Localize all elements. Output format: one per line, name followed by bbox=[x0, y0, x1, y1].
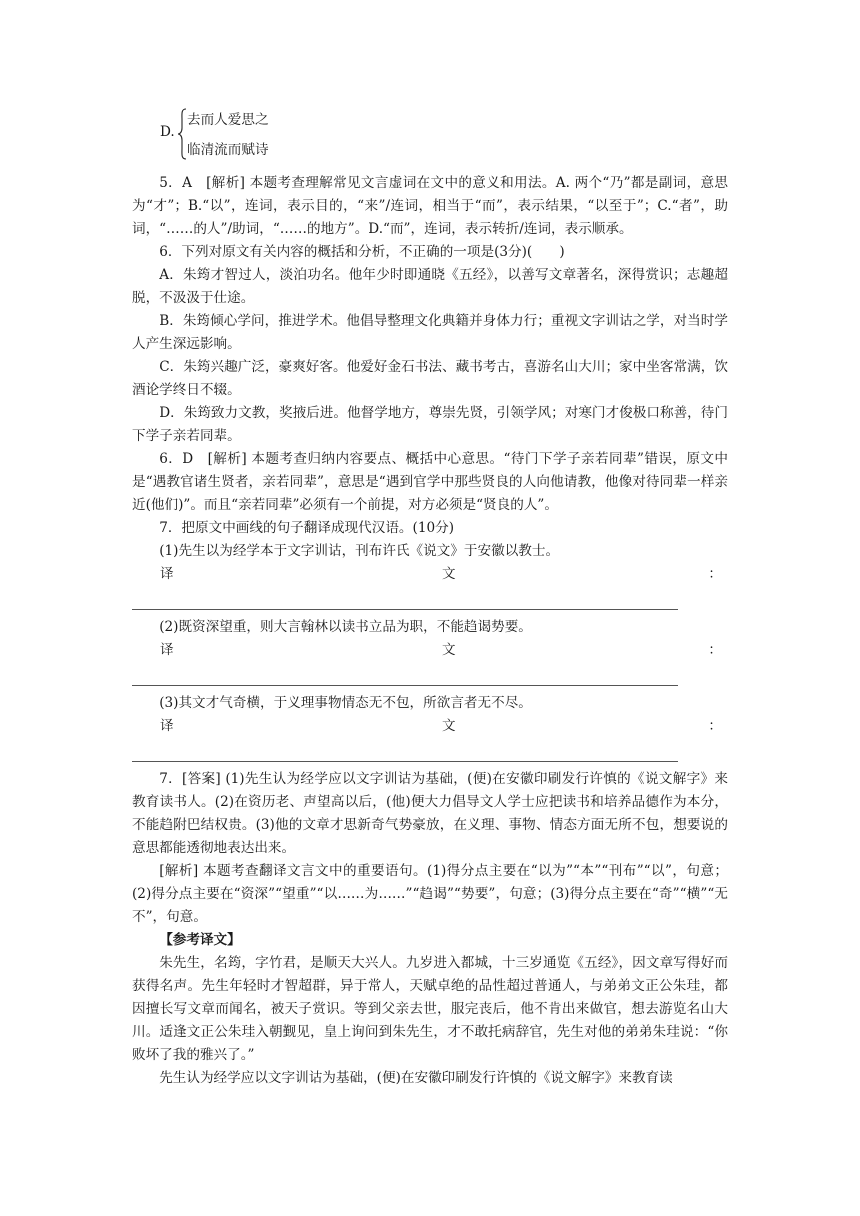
question-6-option-b: B．朱筠倾心学问，推进学术。他倡导整理文化典籍并身体力行；重视文字训诂之学，对当时学人产生深远影响。 bbox=[132, 313, 728, 352]
answer-line-3[interactable] bbox=[132, 738, 678, 762]
option-d-line2: 临清流而赋诗 bbox=[187, 142, 269, 158]
question-7-item-1: (1)先生以为经学本于文字训诂，刊布许氏《说文》于安徽以教士。 bbox=[159, 543, 560, 559]
answer-7 bbox=[132, 768, 728, 860]
answer-6-body: 本题考查归纳内容要点、概括中心意思。“待门下学子亲若同辈”错误，原文中是“遇教官诸生贤者，亲若同辈”，意思是“遇到官学中那些贤良的人向他请教，他像对待同辈一样亲近(他们)”。而且“亲若同辈”必须有一个前提，对方必须是“贤良的人”。 bbox=[132, 451, 729, 513]
question-7-stem: 7．把原文中画线的句子翻译成现代汉语。(10分) bbox=[159, 520, 455, 536]
answer-5-body: 本题考查理解常见文言虚词在文中的意义和用法。A. 两个“乃”都是副词，意思为“才”；B.“以”，连词，表示目的，“来”/连词，相当于“而”，表示结果，“以至于”；C.“者”，助词，“……的人”/助词，“……的地方”。D.“而”，连词，表示转折/连词，表示顺承。 bbox=[132, 175, 729, 237]
translation-prompt-1 bbox=[132, 563, 728, 586]
trans-label-yi: 译 bbox=[160, 718, 174, 734]
answer-5-head: 5．A [解析] bbox=[159, 175, 245, 191]
trans-label-colon: ： bbox=[708, 642, 722, 658]
question-6-option-c: C．朱筠兴趣广泛，豪爽好客。他爱好金石书法、藏书考古，喜游名山大川；家中坐客常满，饮酒论学终日不辍。 bbox=[132, 359, 728, 398]
reference-title: 【参考译文】 bbox=[159, 932, 241, 948]
question-6-option-d: D．朱筠致力文教，奖掖后进。他督学地方，尊崇先贤，引领学风；对寒门才俊极口称善，待门下学子亲若同辈。 bbox=[132, 405, 728, 444]
document-page bbox=[132, 106, 728, 1090]
trans-label-wen: 文 bbox=[442, 718, 456, 734]
answer-6 bbox=[132, 448, 728, 517]
translation-prompt-2 bbox=[132, 639, 728, 662]
question-7-item-3: (3)其文才气奇横，于义理事物情态无不包，所欲言者无不尽。 bbox=[159, 695, 532, 711]
answer-line-2[interactable] bbox=[132, 662, 678, 686]
answer-6-head: 6．D [解析] bbox=[159, 451, 247, 467]
answer-7-analysis-body: 本题考查翻译文言文中的重要语句。(1)得分点主要在“以为”“本”“刊布”“以”，句意；(2)得分点主要在“资深”“望重”“以……为……”“趋谒”“势要”，句意；(3)得分点主要在“奇”“横”“无不”，句意。 bbox=[132, 863, 728, 925]
option-d-label: D. bbox=[160, 124, 175, 140]
trans-label-colon: ： bbox=[708, 566, 722, 582]
answer-7-body: (1)先生认为经学应以文字训诂为基础，(便)在安徽印刷发行许慎的《说文解字》来教育读书人。(2)在资历老、声望高以后，(他)便大力倡导文人学士应把读书和培养品德作为本分，不能趋附巴结权贵。(3)他的文章才思新奇气势豪放，在义理、事物、情态方面无所不包，想要说的意思都能透彻地表达出来。 bbox=[132, 771, 728, 856]
answer-7-head: 7．[答案] bbox=[159, 771, 221, 787]
trans-label-wen: 文 bbox=[442, 642, 456, 658]
trans-label-yi: 译 bbox=[160, 566, 174, 582]
reference-para-2: 先生认为经学应以文字训诂为基础，(便)在安徽印刷发行许慎的《说文解字》来教育读 bbox=[159, 1070, 673, 1086]
question-7-item-2: (2)既资深望重，则大言翰林以读书立品为职，不能趋谒势要。 bbox=[159, 619, 532, 635]
trans-label-colon: ： bbox=[708, 718, 722, 734]
trans-label-wen: 文 bbox=[442, 566, 456, 582]
answer-7-analysis-head: [解析] bbox=[159, 863, 199, 879]
curly-brace-icon bbox=[177, 108, 187, 160]
answer-line-1[interactable] bbox=[132, 586, 678, 610]
question-6-stem: 6．下列对原文有关内容的概括和分析，不正确的一项是(3分)( ) bbox=[159, 244, 565, 260]
translation-prompt-3 bbox=[132, 715, 728, 738]
option-d-brace bbox=[132, 106, 728, 164]
answer-5 bbox=[132, 172, 728, 241]
option-d-line1: 去而人爱思之 bbox=[187, 112, 269, 128]
reference-para-1: 朱先生，名筠，字竹君，是顺天大兴人。九岁进入都城，十三岁通览《五经》，因文章写得好而获得名声。先生年轻时才智超群，异于常人，天赋卓绝的品性超过普通人，与弟弟文正公朱珪，都因擅长写文章而闻名，被天子赏识。等到父亲去世，服完丧后，他不肯出来做官，想去游览名山大川。适逢文正公朱珪入朝觐见，皇上询问到朱先生，才不敢托病辞官，先生对他的弟弟朱珪说：“你败坏了我的雅兴了。” bbox=[132, 955, 728, 1063]
answer-7-analysis bbox=[132, 860, 728, 929]
trans-label-yi: 译 bbox=[160, 642, 174, 658]
question-6-option-a: A．朱筠才智过人，淡泊功名。他年少时即通晓《五经》，以善写文章著名，深得赏识；志趣超脱，不汲汲于仕途。 bbox=[132, 267, 728, 306]
